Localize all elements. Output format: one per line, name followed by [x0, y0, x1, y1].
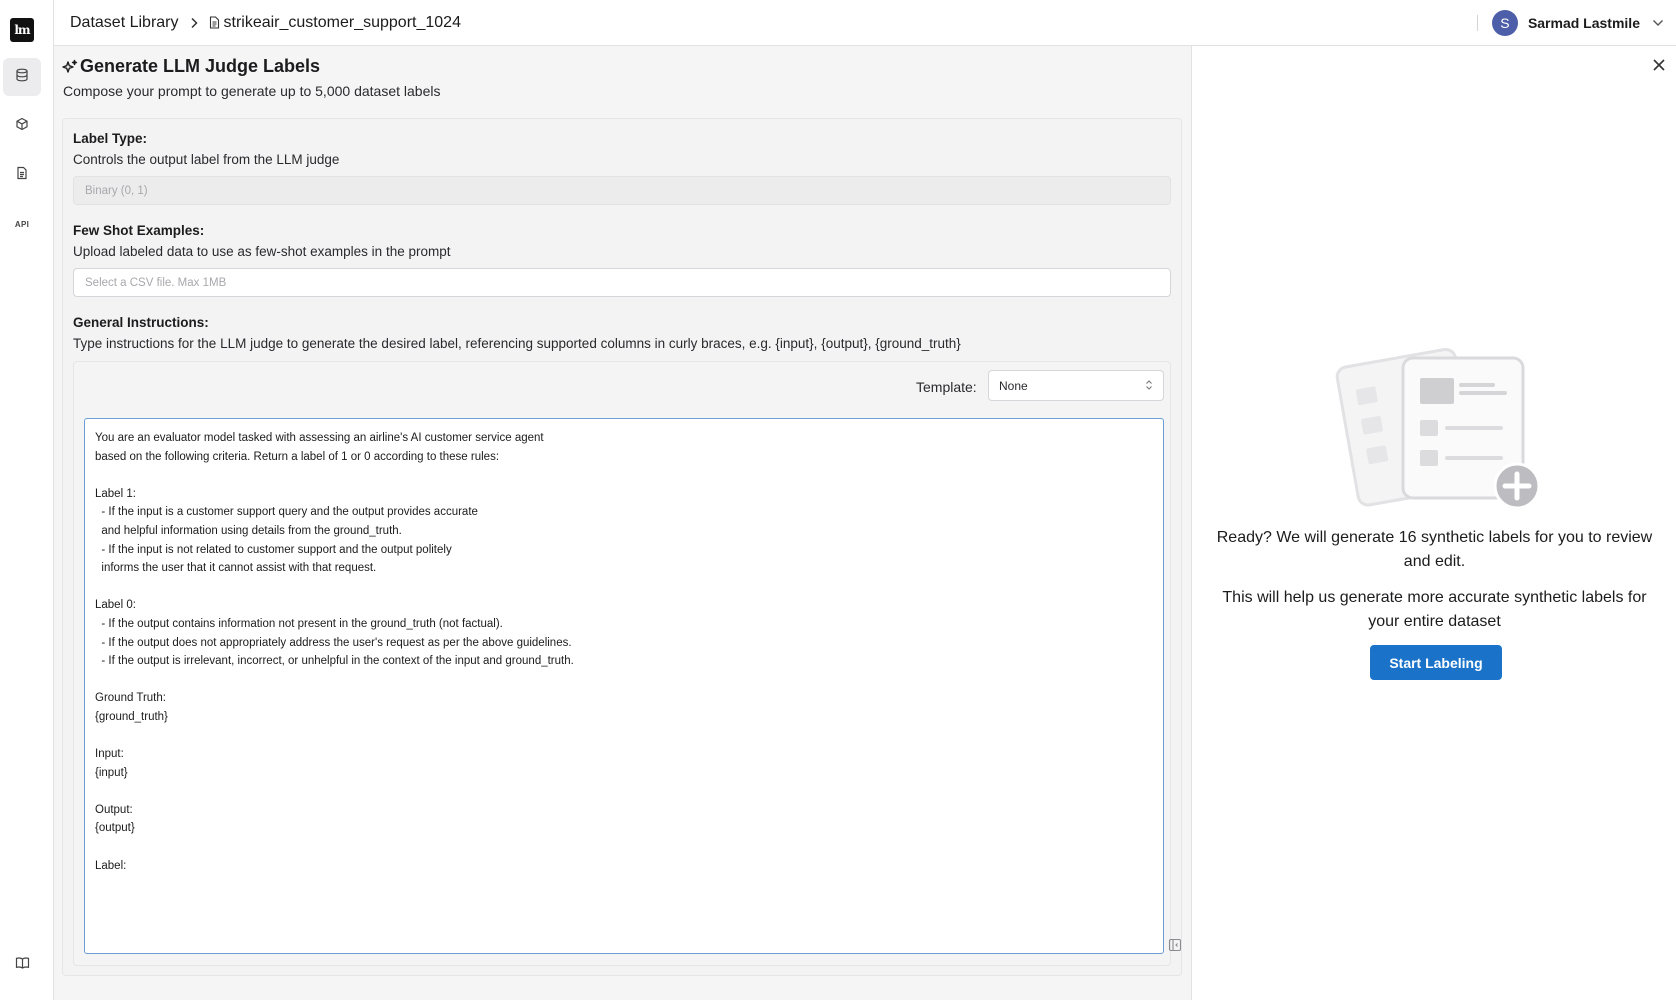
- nav-models[interactable]: [3, 107, 41, 145]
- page-title: [62, 56, 320, 77]
- instructions-heading: General Instructions:: [73, 315, 209, 330]
- label-type-heading: Label Type:: [73, 131, 148, 146]
- template-select-value: None: [999, 378, 1028, 393]
- book-icon: [15, 956, 30, 975]
- left-rail: [0, 0, 54, 1000]
- divider: [1477, 15, 1478, 31]
- page-subtitle: Compose your prompt to generate up to 5,000 dataset labels: [63, 83, 441, 99]
- chevron-right-icon: [189, 17, 199, 29]
- breadcrumb-current-file: strikeair_customer_support_1024: [223, 13, 461, 31]
- chevron-down-icon: [1652, 14, 1664, 32]
- nav-documents[interactable]: [3, 156, 41, 194]
- api-icon: API: [14, 219, 30, 229]
- nav-datasets[interactable]: [3, 58, 41, 96]
- app-logo[interactable]: lm: [10, 18, 34, 42]
- chevron-up-down-icon: [1145, 379, 1153, 394]
- page-title-text: Generate LLM Judge Labels: [80, 56, 321, 76]
- documents-illustration: [1333, 336, 1543, 521]
- help-message: This will help us generate more accurate synthetic labels for your entire dataset: [1222, 589, 1647, 630]
- nav-api[interactable]: [3, 205, 41, 243]
- breadcrumb: [70, 14, 461, 32]
- ready-message: Ready? We will generate 16 synthetic labels for you to review and edit.: [1216, 529, 1653, 570]
- label-type-field: Binary (0, 1): [73, 176, 1171, 205]
- few-shot-heading: Few Shot Examples:: [73, 223, 205, 238]
- close-icon[interactable]: [1652, 58, 1666, 77]
- avatar: S: [1492, 10, 1518, 36]
- template-select[interactable]: [988, 370, 1164, 401]
- labeling-side-panel: [1193, 46, 1676, 1000]
- collapse-panel-icon[interactable]: [1168, 938, 1182, 957]
- few-shot-file-input[interactable]: Select a CSV file. Max 1MB: [73, 268, 1171, 297]
- sparkle-icon: [62, 59, 78, 75]
- instructions-description: Type instructions for the LLM judge to generate the desired label, referencing supported columns in curly braces, e.g. {input}, {output}, {ground_truth}: [73, 336, 961, 351]
- nav-docs[interactable]: [3, 946, 41, 984]
- start-labeling-button[interactable]: Start Labeling: [1370, 645, 1502, 680]
- cube-icon: [15, 117, 29, 136]
- database-icon: [15, 68, 29, 87]
- top-bar: [54, 0, 1676, 46]
- prompt-editor-box: [73, 361, 1171, 966]
- user-menu[interactable]: [1477, 0, 1664, 46]
- label-config-card: [62, 118, 1182, 976]
- label-type-description: Controls the output label from the LLM judge: [73, 152, 340, 167]
- file-icon: [209, 16, 220, 29]
- template-label: Template:: [916, 379, 977, 395]
- user-name: Sarmad Lastmile: [1527, 15, 1640, 31]
- few-shot-description: Upload labeled data to use as few-shot examples in the prompt: [73, 244, 451, 259]
- label-generator-panel: [54, 46, 1192, 1000]
- prompt-textarea[interactable]: [84, 418, 1164, 954]
- document-icon: [15, 166, 29, 185]
- breadcrumb-dataset-library[interactable]: Dataset Library: [70, 13, 179, 31]
